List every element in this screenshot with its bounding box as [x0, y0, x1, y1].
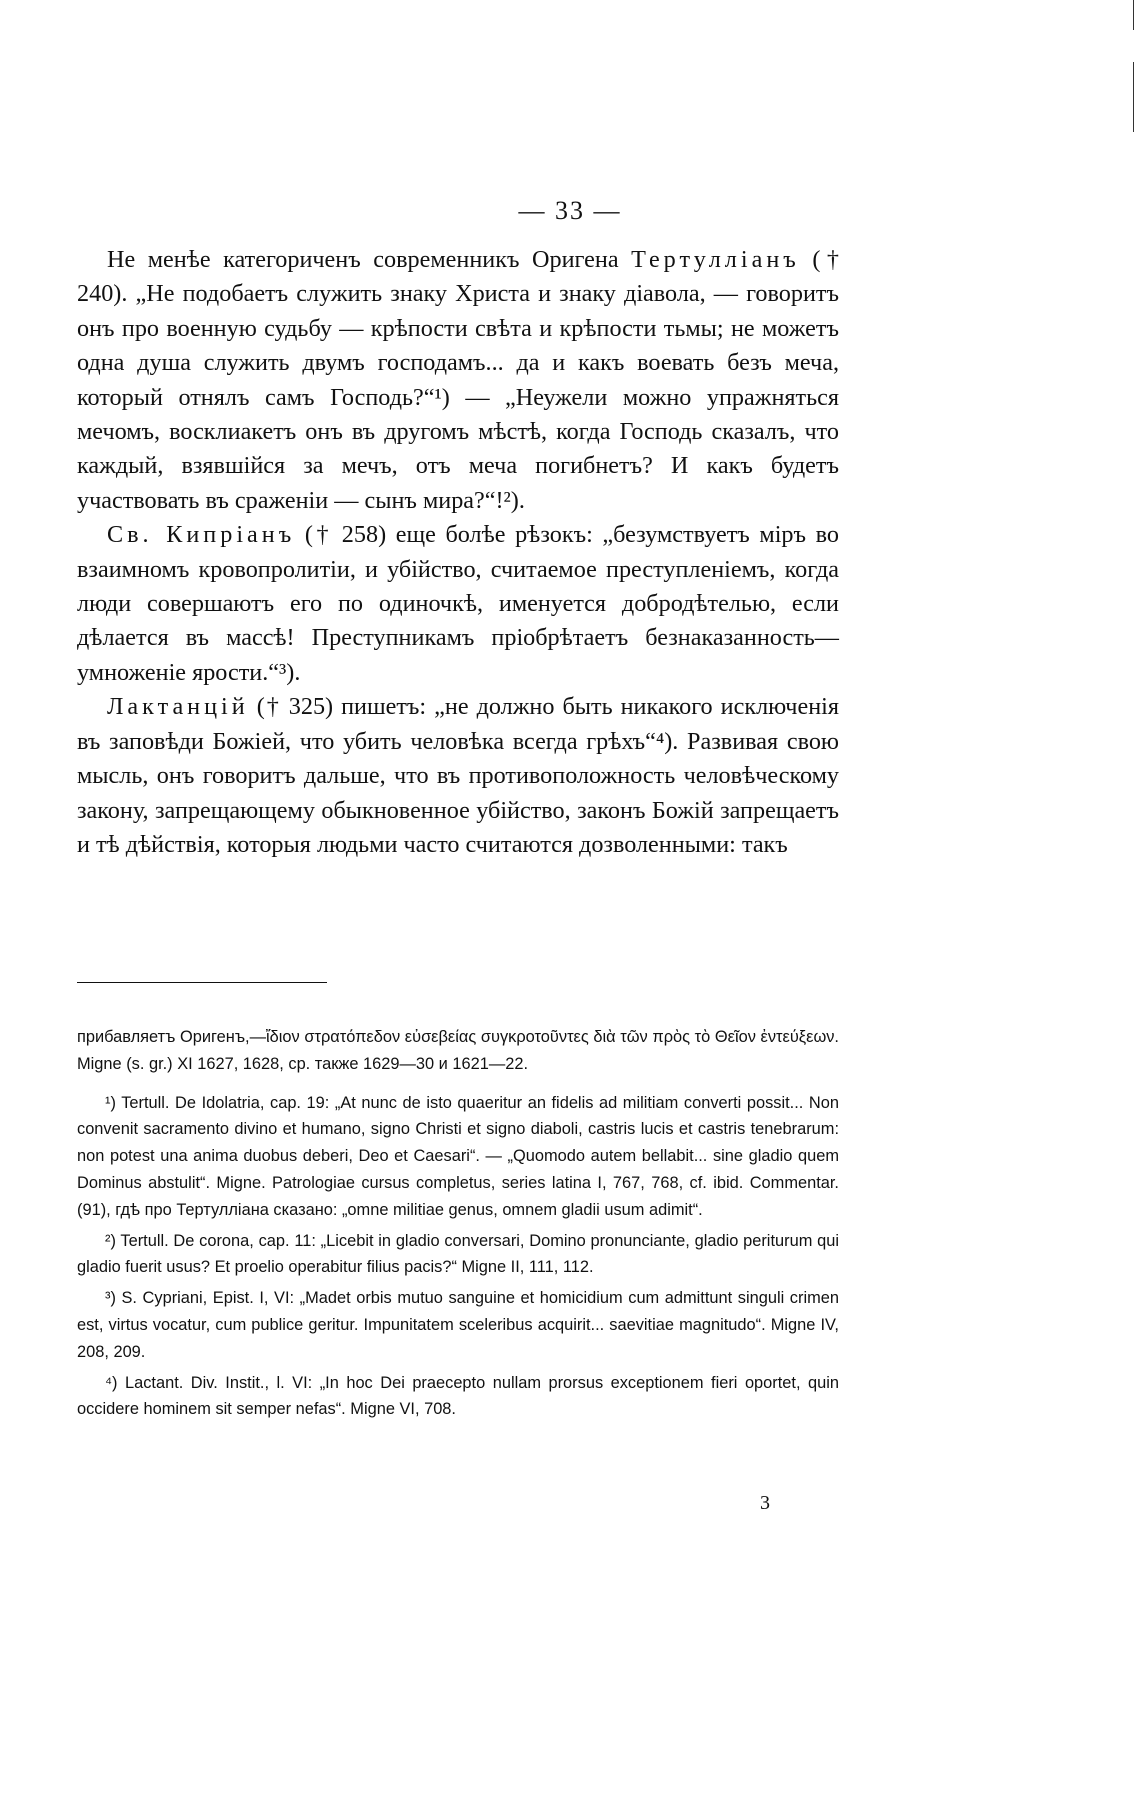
main-text [77, 243, 839, 862]
paragraph-tertullian: Не менѣе категориченъ современникъ Оригена Тертулліанъ († 240). „Не подобаетъ служить знаку Христа и знаку діавола, — говоритъ онъ про военную судьбу — крѣпости свѣта и крѣпости тьмы; не можетъ одна душа служить двумъ господамъ... да и какъ воевать безъ меча, который отнялъ самъ Господь?“¹) — „Неужели можно упражняться мечомъ, восклиакетъ онъ въ другомъ мѣстѣ, когда Господь сказалъ, что каждый, взявшійся за мечъ, отъ меча погибнетъ? И какъ будетъ участвовать въ сраженіи — сынъ мира?“!²). [77, 246, 839, 514]
page-edge-mark [1133, 0, 1134, 30]
paragraph-cyprian: Св. Кипріанъ († 258) еще болѣе рѣзокъ: „безумствуетъ міръ во взаимномъ кровопролитіи, и убійство, считаемое преступленіемъ, когда люди совершаютъ его по одиночкѣ, именуется добродѣтелью, если дѣлается въ массѣ! Преступникамъ пріобрѣтаетъ безнаказанность—умноженіе ярости.“³). [77, 521, 840, 686]
footnote-continuation: прибавляетъ Оригенъ,—ἴδιον στρατόπεδον εὐσεβείας συγκροτοῦντες διὰ τῶν πρὸς τὸ Θεῖον ἐντεύξεων. Migne (s. gr.) XI 1627, 1628, ср. также 1629—30 и 1621—22. [77, 1028, 839, 1073]
paragraph-lactantius: Лактанцій († 325) пишетъ: „не должно быть никакого исключенія въ заповѣди Божіей, что убить человѣка всегда грѣхъ“⁴). Развивая свою мысль, онъ говоритъ дальше, что въ противоположность человѣческому закону, запрещающему обыкновенное убійство, законъ Божій запрещаетъ и тѣ дѣйствія, которыя людьми часто считаются дозволенными: такъ [77, 693, 839, 858]
author-name: Св. Кипріанъ [107, 521, 296, 549]
footnote-separator [77, 982, 327, 983]
page-number: — 33 — [518, 196, 622, 225]
footnote-4: ⁴) Lactant. Div. Instit., l. VI: „In hoc Dei praecepto nullam prorsus exceptionem fieri oportet, quin occidere hominem sit semper nefas“. Migne VI, 708. [77, 1373, 839, 1419]
author-name: Тертулліанъ [631, 246, 800, 273]
footnotes [77, 1024, 839, 1427]
footnote-3: ³) S. Cypriani, Epist. I, VI: „Madet orbis mutuo sanguine et homicidium cum admittunt singuli crimen est, virtus vocatur, cum publice geritur. Impunitatem sceleribus acquirit... saevitiae magnitudo“. Migne IV, 208, 209. [77, 1289, 839, 1361]
page-edge-mark [1133, 62, 1134, 132]
footnote-1: ¹) Tertull. De Idolatria, cap. 19: „At nunc de isto quaeritur an fidelis ad militiam converti possit... Non convenit sacramento divino et humano, signo Christi et signo diaboli, castris lucis et castris tenebrarum: non potest una anima duobus deberi, Deo et Caesari“. — „Quomodo autem bellabit... sine gladio quem Dominus abstulit“. Migne. Patrologiae cursus completus, series latina I, 767, 768, cf. ibid. Commentar. (91), гдѣ про Тертулліана сказано: „omne militiae genus, omnem gladii usum adimit“. [77, 1093, 839, 1219]
printer-signature: 3 [760, 1492, 770, 1514]
author-name: Лактанцій [107, 693, 249, 721]
footnote-2: ²) Tertull. De corona, cap. 11: „Licebit in gladio conversari, Domino pronunciante, gladio periturum qui gladio fuerit usus? Et proelio operabitur filius pacis?“ Migne II, 111, 112. [77, 1231, 839, 1277]
